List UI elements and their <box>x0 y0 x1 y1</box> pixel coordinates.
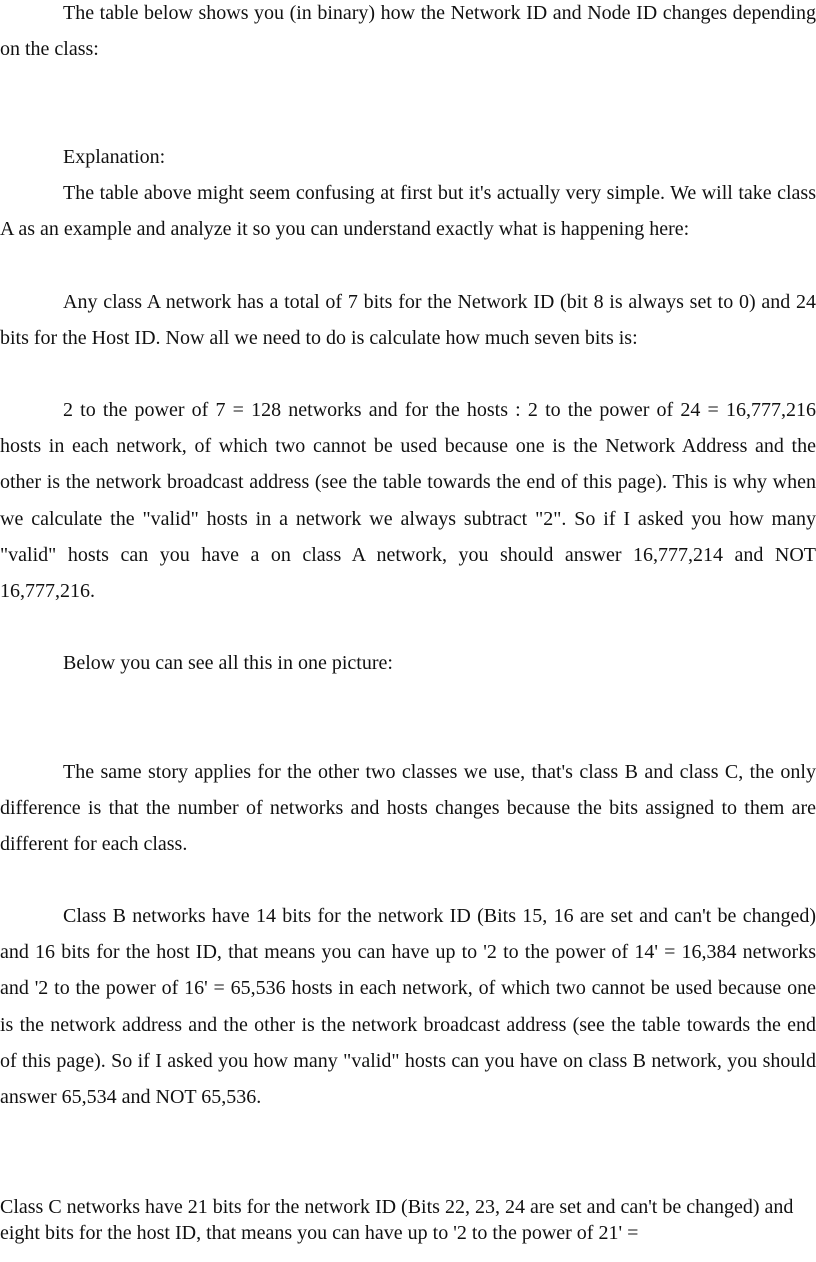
paragraph-explanation-heading: Explanation: <box>63 146 166 168</box>
paragraph-class-a-calculation: 2 to the power of 7 = 128 networks and for the hosts : 2 to the power of 24 = 16,777,216 hosts in each network, of which two cannot be used because one is the Network Address and the other is the network broadcast address (see the table towards the end of this page). This is why when we calculate the "valid" hosts in a network we always subtract "2". So if I asked you how many "valid" hosts can you have a on class A network, you should answer 16,777,214 and NOT 16,777,216. <box>0 399 816 603</box>
paragraph-other-classes: The same story applies for the other two classes we use, that's class B and class C, the only difference is that the number of networks and hosts changes because the bits assigned to them are different for each class. <box>0 761 816 856</box>
paragraph-class-a-bits: Any class A network has a total of 7 bits for the Network ID (bit 8 is always set to 0) and 24 bits for the Host ID. Now all we need to do is calculate how much seven bits is: <box>0 291 816 350</box>
paragraph-explanation: The table above might seem confusing at first but it's actually very simple. We will take class A as an example and analyze it so you can understand exactly what is happening here: <box>0 182 816 241</box>
paragraph-picture-intro: Below you can see all this in one picture: <box>63 652 393 674</box>
paragraph-class-c: Class C networks have 21 bits for the network ID (Bits 22, 23, 24 are set and can't be changed) and eight bits for the host ID, that means you can have up to '2 to the power of 21' = <box>0 1196 794 1244</box>
paragraph-table-intro: The table below shows you (in binary) how the Network ID and Node ID changes depending on the class: <box>0 2 816 61</box>
paragraph-class-b: Class B networks have 14 bits for the network ID (Bits 15, 16 are set and can't be changed) and 16 bits for the host ID, that means you can have up to '2 to the power of 14' = 16,384 networks and '2 to the power of 16' = 65,536 hosts in each network, of which two cannot be used because one is the network address and the other is the network broadcast address (see the table towards the end of this page). So if I asked you how many "valid" hosts can you have on class B network, you should answer 65,534 and NOT 65,536. <box>0 905 816 1109</box>
